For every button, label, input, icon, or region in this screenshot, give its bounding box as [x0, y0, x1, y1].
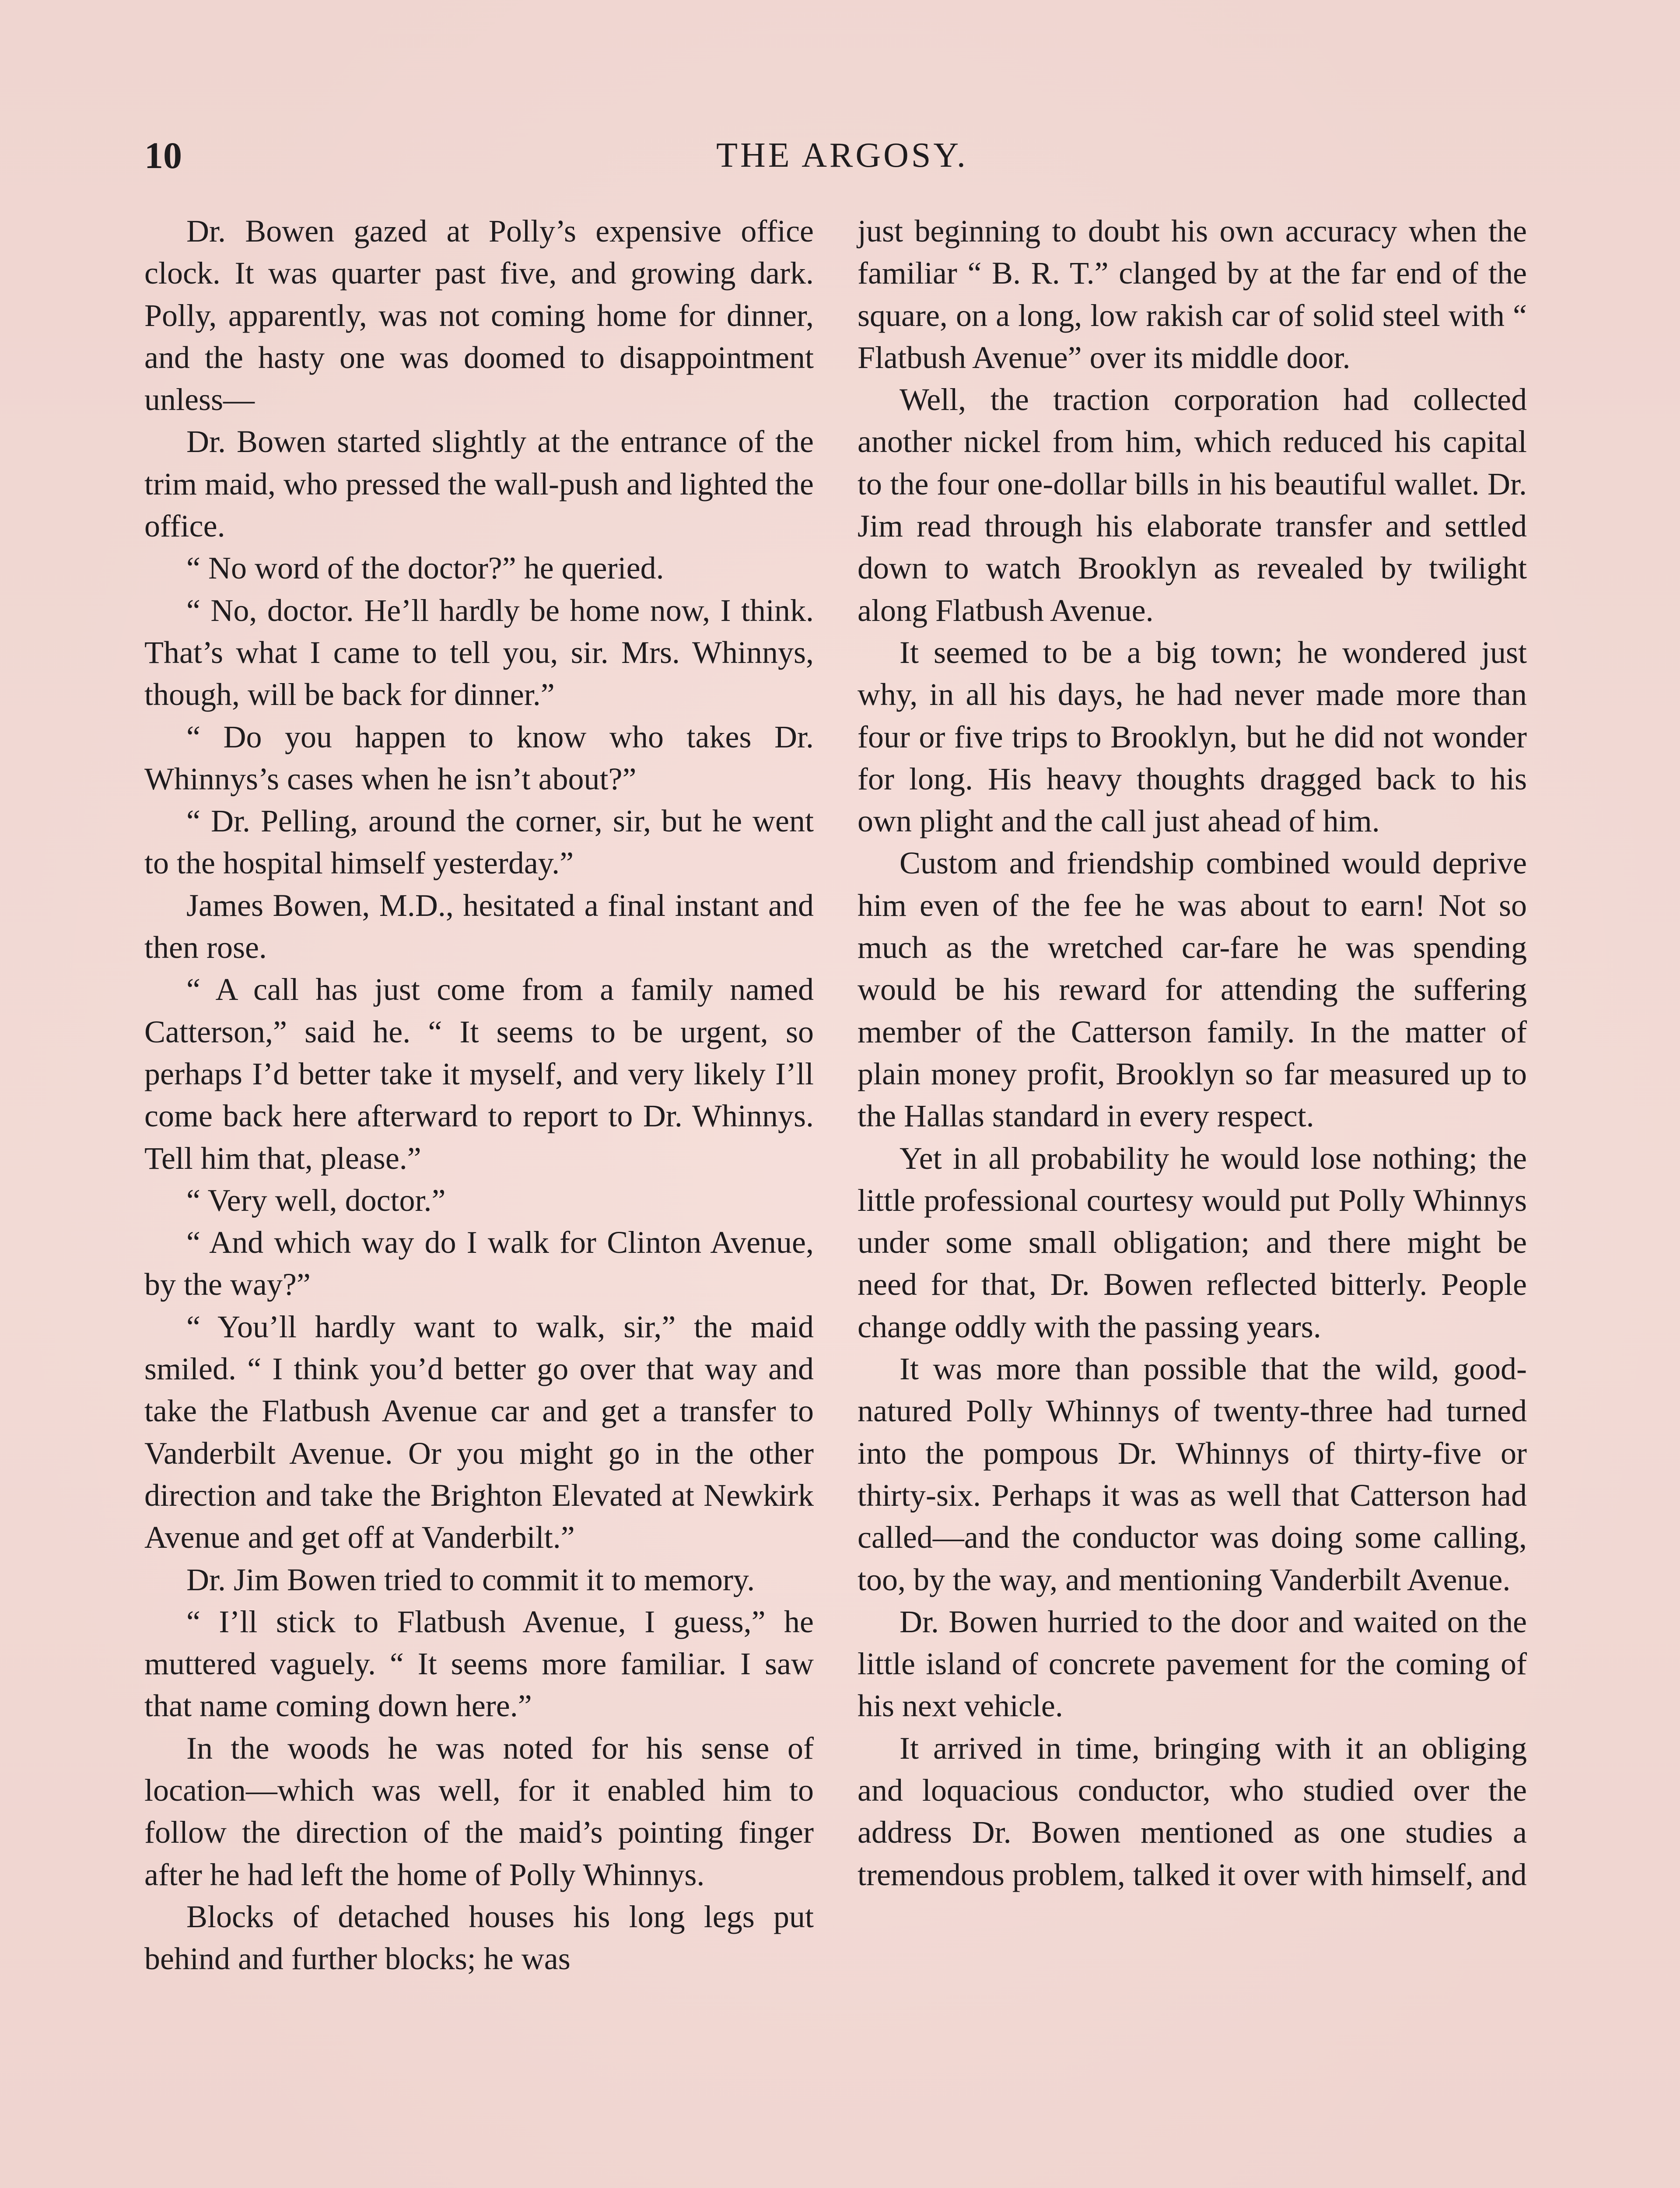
paragraph: “ Dr. Pelling, around the corner, sir, but he went to the hospital himself yesterday.”	[144, 803, 814, 881]
paragraph: James Bowen, M.D., hesitated a final instant and then rose.	[144, 887, 814, 965]
paragraph: “ Do you happen to know who takes Dr. Whinnys’s cases when he isn’t about?”	[144, 719, 814, 796]
paragraph: Well, the traction corporation had collected another nickel from him, which reduced his capital to the four one-dollar bills in his beautiful wallet. Dr. Jim read through his elaborate transfer and settled down to watch Brooklyn as revealed by twilight along Flatbush Avenue.	[858, 382, 1527, 628]
paragraph: It arrived in time, bringing with it an obliging and loquacious conductor, who studied over the address Dr. Bowen mentioned as one studies a tremendous problem, talked it over with himself, and	[858, 1730, 1527, 1892]
page-number: 10	[144, 134, 182, 176]
paragraph: Blocks of detached houses his long legs put behind and further blocks; he was	[144, 1899, 814, 1977]
left-column	[144, 210, 814, 1980]
right-column	[858, 210, 1527, 1896]
paragraph: In the woods he was noted for his sense of location—which was well, for it enabled him to follow the direction of the maid’s pointing finger after he had left the home of Polly Whinnys.	[144, 1730, 814, 1892]
paragraph: “ No, doctor. He’ll hardly be home now, I think. That’s what I came to tell you, sir. Mrs. Whinnys, though, will be back for dinner.”	[144, 593, 814, 712]
paragraph: “ You’ll hardly want to walk, sir,” the maid smiled. “ I think you’d better go over that way and take the Flatbush Avenue car and get a transfer to Vanderbilt Avenue. Or you might go in the other direction and take the Brighton Elevated at Newkirk Avenue and get off at Vanderbilt.”	[144, 1309, 814, 1555]
page-header	[144, 131, 1540, 179]
paragraph: It was more than possible that the wild, good-natured Polly Whinnys of twenty-three had turned into the pompous Dr. Whinnys of thirty-five or thirty-six. Perhaps it was as well that Catterson had called—and the conductor was doing some calling, too, by the way, and mentioning Vanderbilt Avenue.	[858, 1351, 1527, 1597]
paragraph: Custom and friendship combined would deprive him even of the fee he was about to earn! Not so much as the wretched car-fare he was spending would be his reward for attending the suffering member of the Catterson family. In the matter of plain money profit, Brooklyn so far measured up to the Hallas standard in every respect.	[858, 845, 1527, 1134]
paragraph: Dr. Bowen gazed at Polly’s expensive office clock. It was quarter past five, and growing dark. Polly, apparently, was not coming home for dinner, and the hasty one was doomed to disappointment unless—	[144, 214, 814, 417]
paragraph: just beginning to doubt his own accuracy when the familiar “ B. R. T.” clanged by at the far end of the square, on a long, low rakish car of solid steel with “ Flatbush Avenue” over its middle door.	[858, 214, 1527, 375]
paragraph: Yet in all probability he would lose nothing; the little professional courtesy would put Polly Whinnys under some small obligation; and there might be need for that, Dr. Bowen reflected bitterly. People change oddly with the passing years.	[858, 1140, 1527, 1344]
paragraph: Dr. Bowen started slightly at the entrance of the trim maid, who pressed the wall-push and lighted the office.	[144, 424, 814, 544]
paragraph: “ I’ll stick to Flatbush Avenue, I guess,” he muttered vaguely. “ It seems more familiar. I saw that name coming down here.”	[144, 1604, 814, 1724]
paragraph: “ And which way do I walk for Clinton Avenue, by the way?”	[144, 1225, 814, 1302]
paragraph: “ Very well, doctor.”	[186, 1182, 446, 1218]
paragraph: “ No word of the doctor?” he queried.	[186, 551, 664, 586]
running-head: THE ARGOSY.	[716, 136, 968, 175]
paragraph: “ A call has just come from a family named Catterson,” said he. “ It seems to be urgent, so perhaps I’d better take it myself, and very likely I’ll come back here afterward to report to Dr. Whinnys. Tell him that, please.”	[144, 972, 814, 1176]
paragraph: Dr. Jim Bowen tried to commit it to memory.	[186, 1562, 755, 1597]
paragraph: Dr. Bowen hurried to the door and waited on the little island of concrete pavement for the coming of his next vehicle.	[858, 1604, 1527, 1724]
paragraph: It seemed to be a big town; he wondered just why, in all his days, he had never made more than four or five trips to Brooklyn, but he did not wonder for long. His heavy thoughts dragged back to his own plight and the call just ahead of him.	[858, 635, 1527, 839]
